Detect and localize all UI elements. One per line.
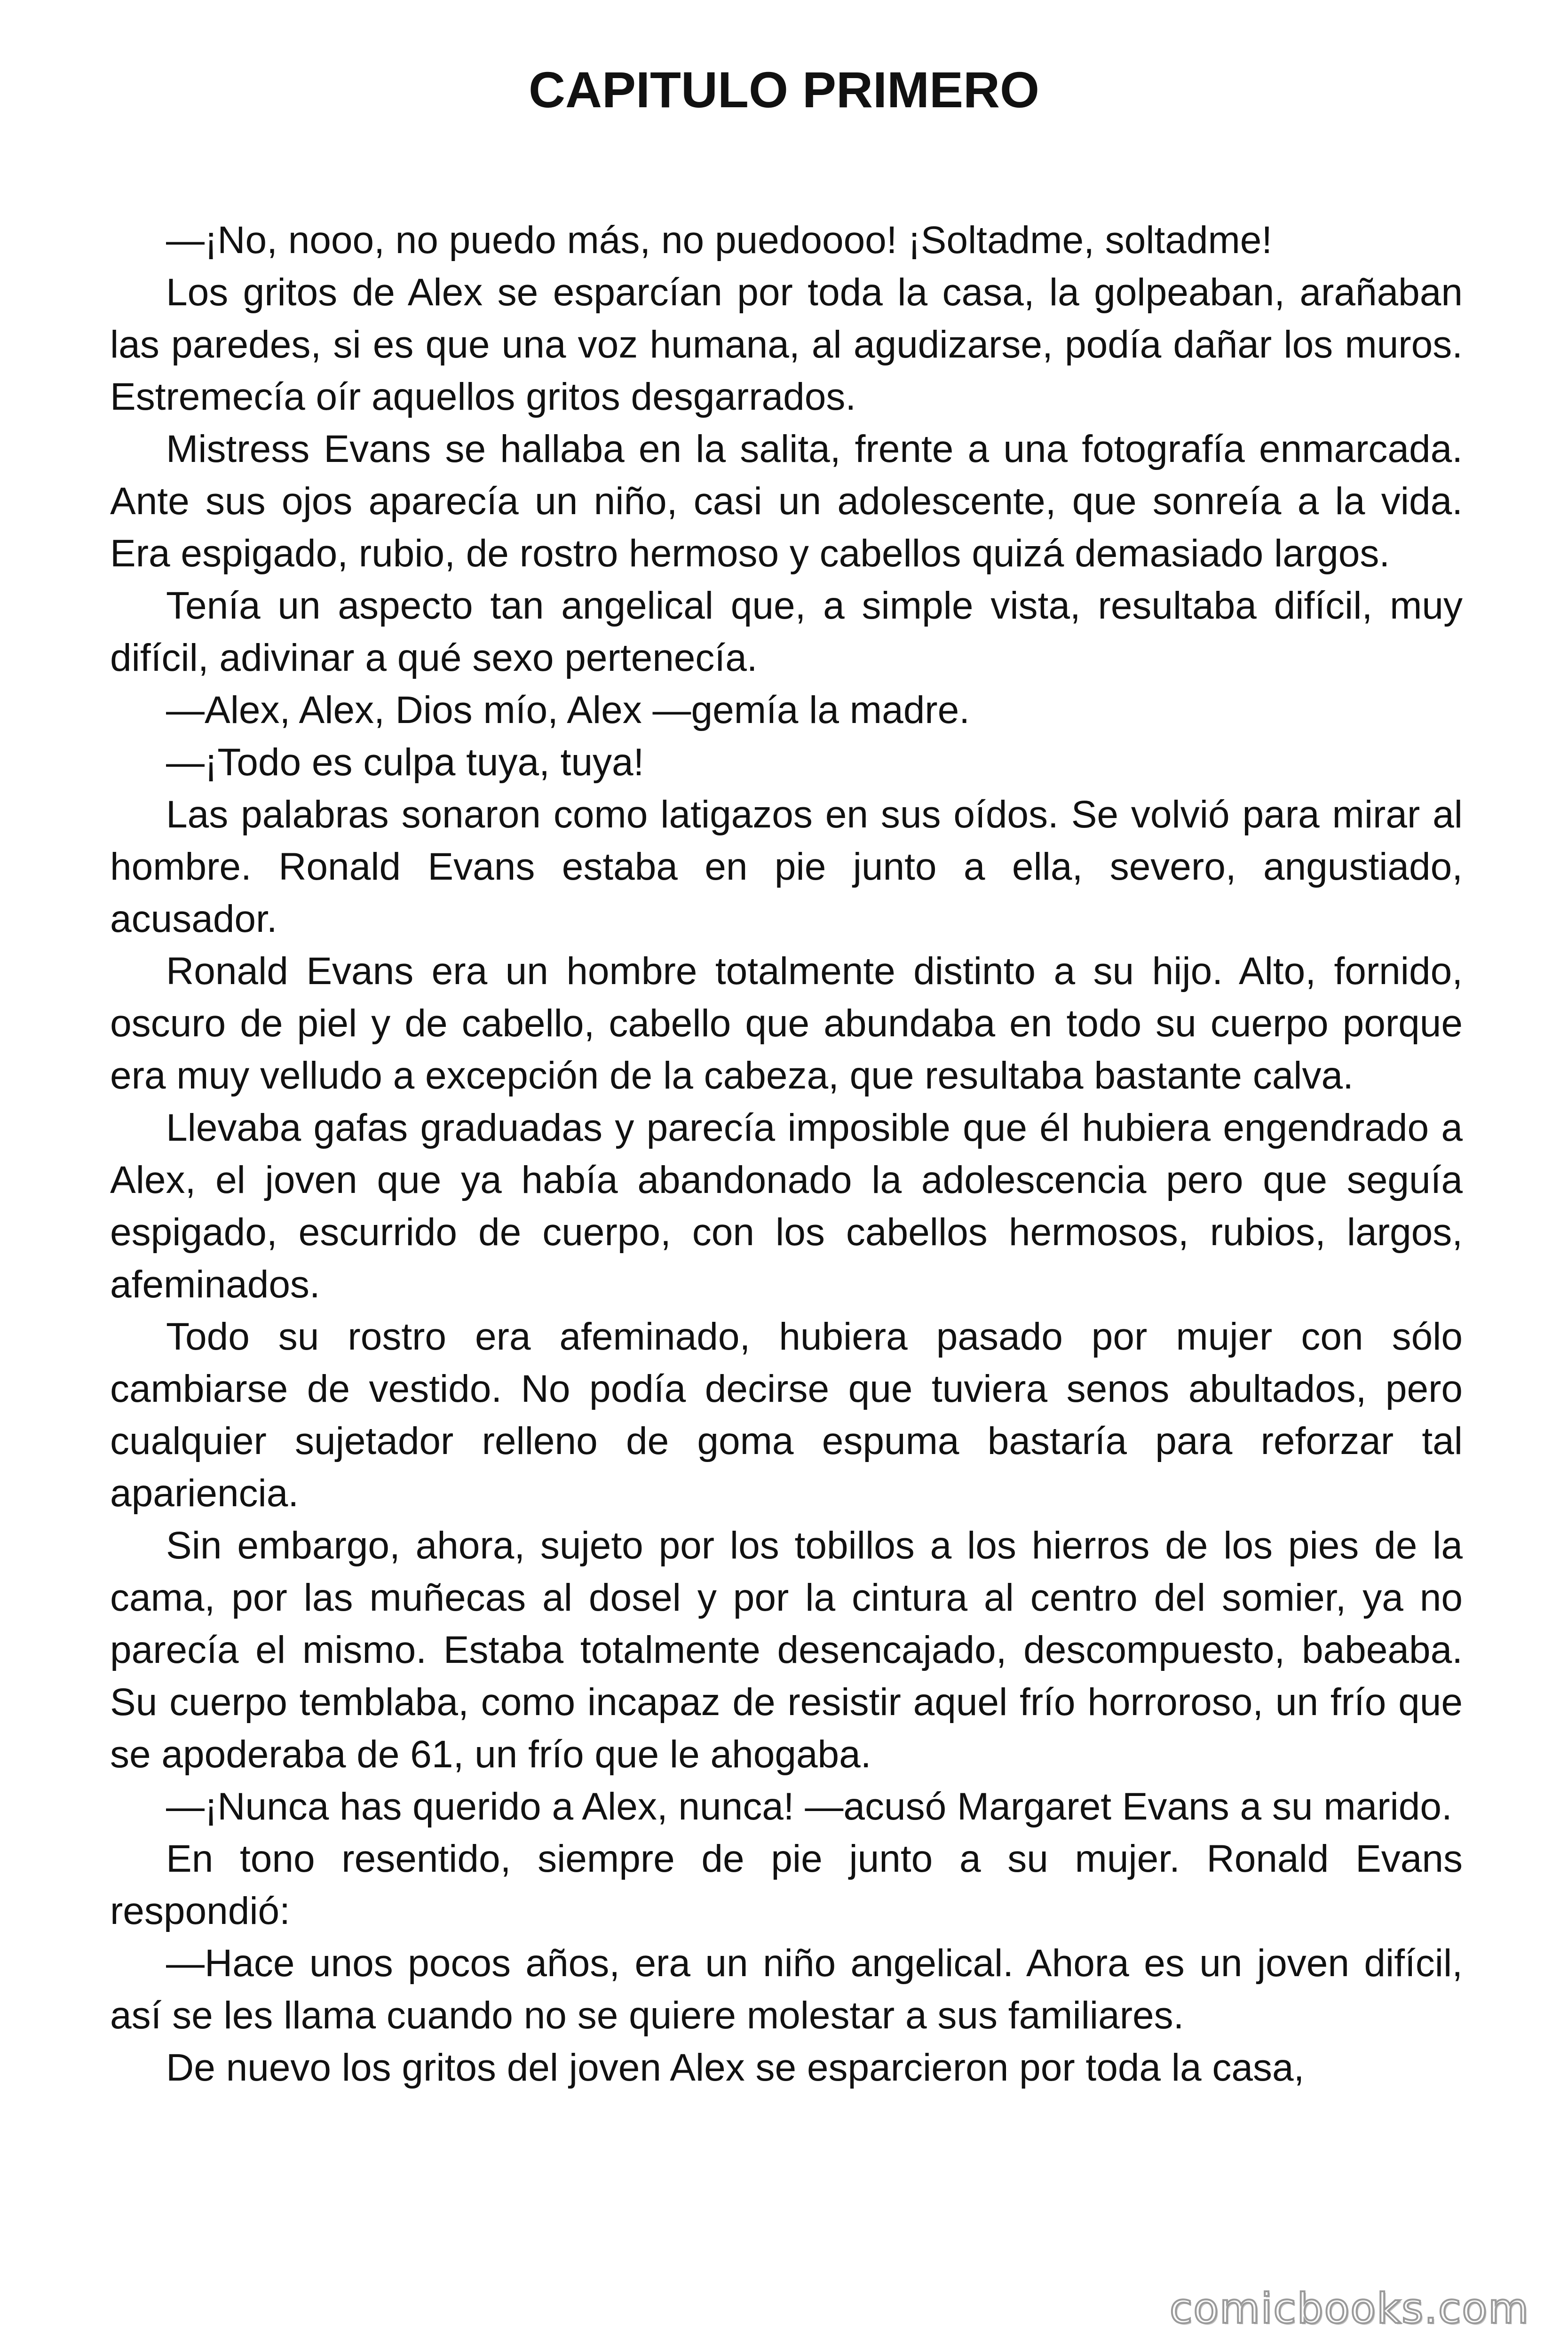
paragraph: —¡No, nooo, no puedo más, no puedoooo! ¡Soltadme, soltadme!: [166, 219, 1273, 262]
paragraph: —Hace unos pocos años, era un niño angelical. Ahora es un joven difícil, así se les llama cuando no se quiere molestar a sus familiares.: [110, 1942, 1463, 2037]
chapter-text: [110, 214, 1463, 2094]
paragraph: En tono resentido, siempre de pie junto a su mujer. Ronald Evans respondió:: [110, 1837, 1463, 1932]
paragraph: Mistress Evans se hallaba en la salita, frente a una fotografía enmarcada. Ante sus ojos aparecía un niño, casi un adolescente, que sonreía a la vida. Era espigado, rubio, de rostro hermoso y cabellos quizá demasiado largos.: [110, 428, 1463, 575]
paragraph: —¡Todo es culpa tuya, tuya!: [166, 741, 644, 784]
paragraph: Los gritos de Alex se esparcían por toda la casa, la golpeaban, arañaban las paredes, si es que una voz humana, al agudizarse, podía dañar los muros. Estremecía oír aquellos gritos desgarrados.: [110, 271, 1463, 418]
paragraph: Llevaba gafas graduadas y parecía imposible que él hubiera engendrado a Alex, el joven que ya había abandonado la adolescencia pero que seguía espigado, escurrido de cuerpo, con los cabellos hermosos, rubios, largos, afeminados.: [110, 1106, 1463, 1306]
paragraph: —¡Nunca has querido a Alex, nunca! —acusó Margaret Evans a su marido.: [166, 1785, 1452, 1828]
paragraph: —Alex, Alex, Dios mío, Alex —gemía la madre.: [166, 689, 970, 731]
chapter-title: CAPITULO PRIMERO: [528, 61, 1039, 118]
paragraph: De nuevo los gritos del joven Alex se esparcieron por toda la casa,: [166, 2046, 1305, 2089]
paragraph: Las palabras sonaron como latigazos en sus oídos. Se volvió para mirar al hombre. Ronald Evans estaba en pie junto a ella, severo, angustiado, acusador.: [110, 793, 1463, 940]
paragraph: Todo su rostro era afeminado, hubiera pasado por mujer con sólo cambiarse de vestido. No podía decirse que tuviera senos abultados, pero cualquier sujetador relleno de goma espuma bastaría para reforzar tal apariencia.: [110, 1315, 1463, 1515]
paragraph: Ronald Evans era un hombre totalmente distinto a su hijo. Alto, fornido, oscuro de piel y de cabello, cabello que abundaba en todo su cuerpo porque era muy velludo a excepción de la cabeza, que resultaba bastante calva.: [110, 950, 1463, 1097]
paragraph: Tenía un aspecto tan angelical que, a simple vista, resultaba difícil, muy difícil, adivinar a qué sexo pertenecía.: [110, 584, 1463, 679]
paragraph: Sin embargo, ahora, sujeto por los tobillos a los hierros de los pies de la cama, por las muñecas al dosel y por la cintura al centro del somier, ya no parecía el mismo. Estaba totalmente desencajado, descompuesto, babeaba. Su cuerpo temblaba, como incapaz de resistir aquel frío horroroso, un frío que se apoderaba de 61, un frío que le ahogaba.: [110, 1524, 1463, 1776]
watermark: comicbooks.com: [1169, 2284, 1529, 2333]
